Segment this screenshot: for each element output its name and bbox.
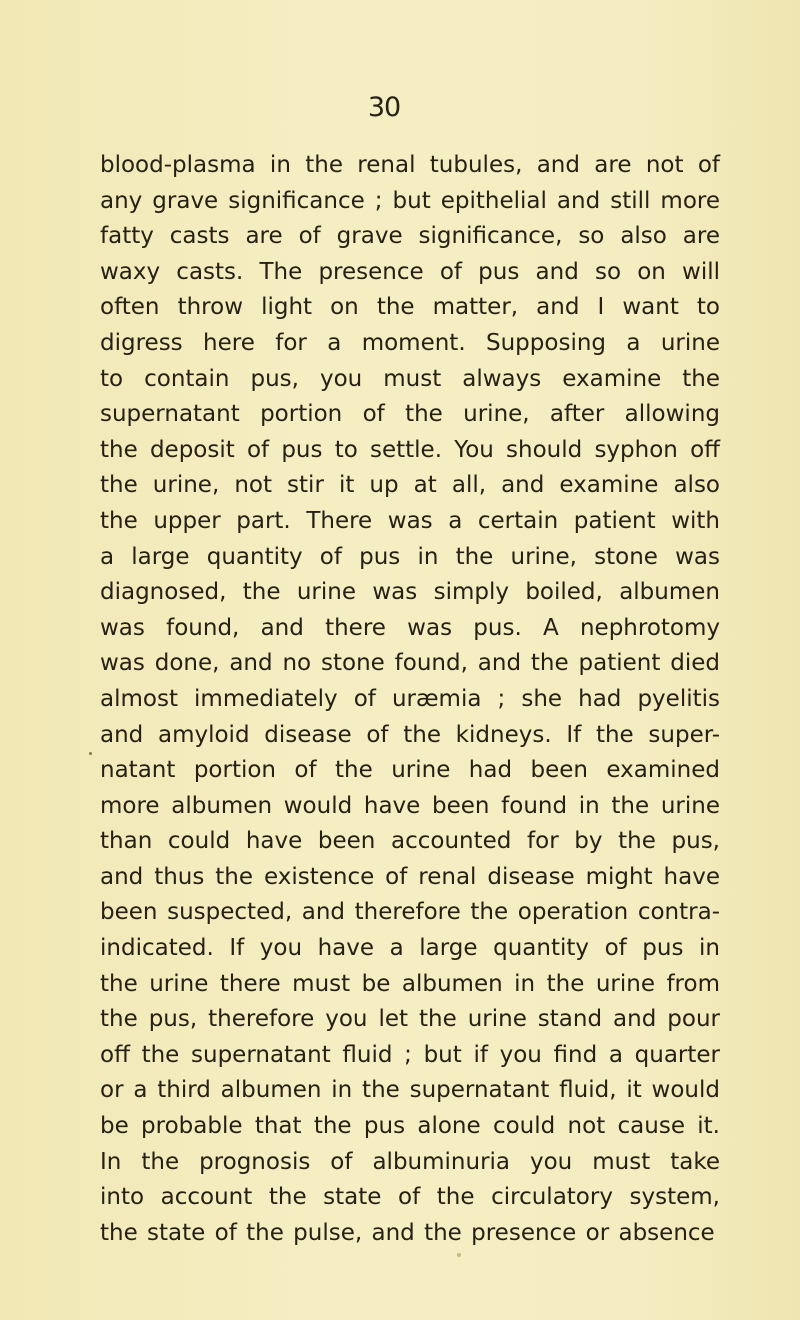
text-line: blood-plasma in the renal tubules, and are not of	[100, 152, 720, 178]
text-line: was found, and there was pus. A nephrotomy	[100, 614, 720, 641]
page-number: 30	[367, 92, 401, 123]
text-line: or a third albumen in the supernatant fluid, it would	[100, 1077, 720, 1104]
text-line: natant portion of the urine had been examined	[100, 757, 720, 784]
text-line: been suspected, and therefore the operation contra-	[100, 899, 720, 926]
text-line: a large quantity of pus in the urine, stone was	[100, 543, 720, 570]
text-line: the upper part. There was a certain patient with	[100, 507, 720, 534]
text-line: fatty casts are of grave significance, so also are	[100, 223, 720, 250]
paper-speck	[457, 1253, 461, 1257]
text-line: the state of the pulse, and the presence or absence	[100, 1219, 715, 1246]
text-line: waxy casts. The presence of pus and so on will	[100, 258, 720, 285]
text-line: the urine, not stir it up at all, and examine also	[100, 472, 720, 499]
text-line: be probable that the pus alone could not cause it.	[100, 1113, 720, 1140]
text-line: and amyloid disease of the kidneys. If the super-	[100, 721, 720, 748]
text-line: almost immediately of uræmia ; she had pyelitis	[100, 685, 720, 712]
text-line: often throw light on the matter, and I want to	[100, 294, 720, 321]
text-line: to contain pus, you must always examine the	[100, 365, 720, 392]
text-line: than could have been accounted for by the pus,	[100, 828, 720, 855]
text-line: was done, and no stone found, and the patient died	[100, 650, 720, 677]
text-line: and thus the existence of renal disease might have	[100, 863, 720, 890]
text-line: indicated. If you have a large quantity of pus in	[100, 935, 720, 962]
text-line: the deposit of pus to settle. You should syphon off	[100, 436, 720, 463]
text-line: off the supernatant fluid ; but if you find a quarter	[100, 1041, 720, 1068]
text-line: the pus, therefore you let the urine stand and pour	[100, 1006, 720, 1033]
text-line: more albumen would have been found in the urine	[100, 792, 720, 819]
text-line: supernatant portion of the urine, after allowing	[100, 401, 720, 428]
text-line: into account the state of the circulatory system,	[100, 1184, 720, 1211]
text-line: diagnosed, the urine was simply boiled, albumen	[100, 579, 720, 606]
paper-speck	[89, 752, 92, 755]
text-line: digress here for a moment. Supposing a urine	[100, 329, 720, 356]
body-text	[100, 148, 720, 1251]
text-line: In the prognosis of albuminuria you must take	[100, 1148, 720, 1175]
text-line: the urine there must be albumen in the urine from	[100, 970, 720, 997]
text-line: any grave significance ; but epithelial and still more	[100, 187, 720, 214]
